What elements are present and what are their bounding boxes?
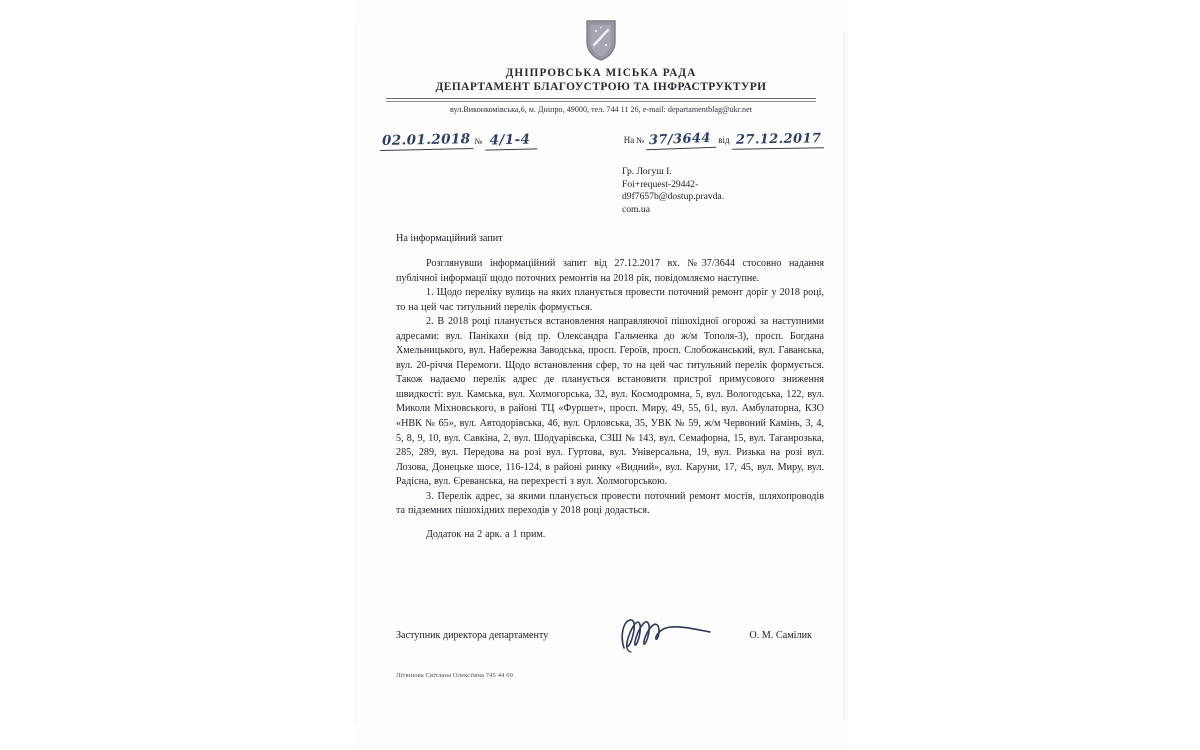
department-name: ДЕПАРТАМЕНТ БЛАГОУСТРОЮ ТА ІНФРАСТРУКТУРИ	[435, 80, 767, 93]
addressee-name: Гр. Логуш І.	[622, 166, 672, 177]
signer-title: Заступник директора департаменту	[396, 630, 549, 641]
paragraph-item-1: 1. Щодо переліку вулиць на яких планується провести поточний ремонт доріг у 2018 році, то на цей час титульний перелік формується.	[396, 287, 824, 313]
letter-body	[396, 233, 824, 542]
coat-of-arms-shield-icon	[584, 18, 618, 62]
addressee-block	[622, 166, 750, 216]
paragraph-item-3: 3. Перелік адрес, за якими планується провести поточний ремонт мостів, шляхопроводів та підземних пішохідних переходів у 2018 році додасться.	[396, 490, 824, 517]
attachment-note: Додаток на 2 арк. а 1 прим.	[426, 528, 546, 540]
addressee-email-line-3: com.ua	[622, 203, 650, 215]
signer-name: О. М. Самілик	[749, 630, 812, 641]
scan-edge-left	[354, 24, 357, 724]
incoming-date-label: від	[718, 135, 730, 145]
reference-row	[380, 132, 830, 162]
incoming-reference	[624, 132, 824, 149]
paragraph-intro: Розглянувши інформаційний запит від 27.12.2017 вх. №37/3644 стосовно надання публічної інформації щодо поточних ремонтів на 2018 рік, повідомляємо наступне.	[396, 258, 824, 284]
outgoing-reference	[380, 132, 537, 150]
incoming-date-handwritten: 27.12.2017	[731, 131, 824, 150]
signature-block	[396, 622, 824, 662]
number-symbol-label: №	[474, 136, 483, 146]
incoming-number-handwritten: 37/3644	[646, 131, 716, 150]
handwritten-signature-icon	[614, 614, 724, 654]
subject-line: На інформаційний запит	[396, 233, 503, 244]
outgoing-number-handwritten: 4/1-4	[484, 131, 536, 150]
incoming-prefix-label: На	[623, 135, 635, 145]
executor-contact-line: Літвінова Світлана Олексіївна 745 44 69	[396, 672, 514, 679]
organization-name: ДНІПРОВСЬКА МІСЬКА РАДА	[505, 67, 697, 79]
scan-edge-right	[843, 30, 848, 720]
paragraph-item-2: 2. В 2018 році планується встановлення направляючої пішохідної огорожі за наступними адресами: вул. Панікахи (від пр. Олександра Гальченка до ж/м Тополя-3), просп. Богдана Хмельницького, вул. Набережна Заводська, просп. Героїв, просп. Слобожанський, вул. Гаванська, вул. 20-річчя Перемоги. Щодо встановлення сфер, то на цей час титульний перелік формується. Також надаємо перелік адрес де планується встановити пристрої примусового зниження швидкості: вул. Камська, вул. Холмогорська, 32, вул. Космодромна, 5, вул. Вологодська, 122, вул. Миколи Міхновського, в районі ТЦ «Фуршет», просп. Миру, 49, 55, 61, вул. Амбулаторна, КЗО «НВК № 65», вул. Автодорівська, 46, вул. Орловська, 35, УВК № 59, ж/м Червоний Камінь, 3, 4, 5, 8, 9, 10, вул. Савкіна, 2, вул. Шодуарівська, СЗШ № 143, вул. Семафорна, 15, вул. Таганрозька, 285, 289, вул. Передова на розі вул. Гуртова, вул. Універсальна, 19, вул. Ризька на розі вул. Лозова, Донецьке шосе, 116-124, в районі ринку «Видний», вул. Каруни, 17, 45, вул. Миру, вул. Радісна, вул. Єреванська, на перехресті з вул. Холмогорською.	[396, 316, 824, 488]
outgoing-date-handwritten: 02.01.2018	[380, 131, 473, 151]
addressee-email-line-1: Foi+request-29442-	[622, 178, 699, 190]
letterhead	[356, 18, 846, 114]
contact-details: вул.Виконкомівська,6, м. Дніпро, 49000, тел. 744 11 26, e-mail: departamentblag@ukr.net	[450, 105, 752, 115]
incoming-number-symbol-label: №	[636, 135, 645, 145]
addressee-email-line-2: d9f7657b@dostup.pravda.	[622, 191, 725, 203]
header-divider	[386, 98, 816, 102]
